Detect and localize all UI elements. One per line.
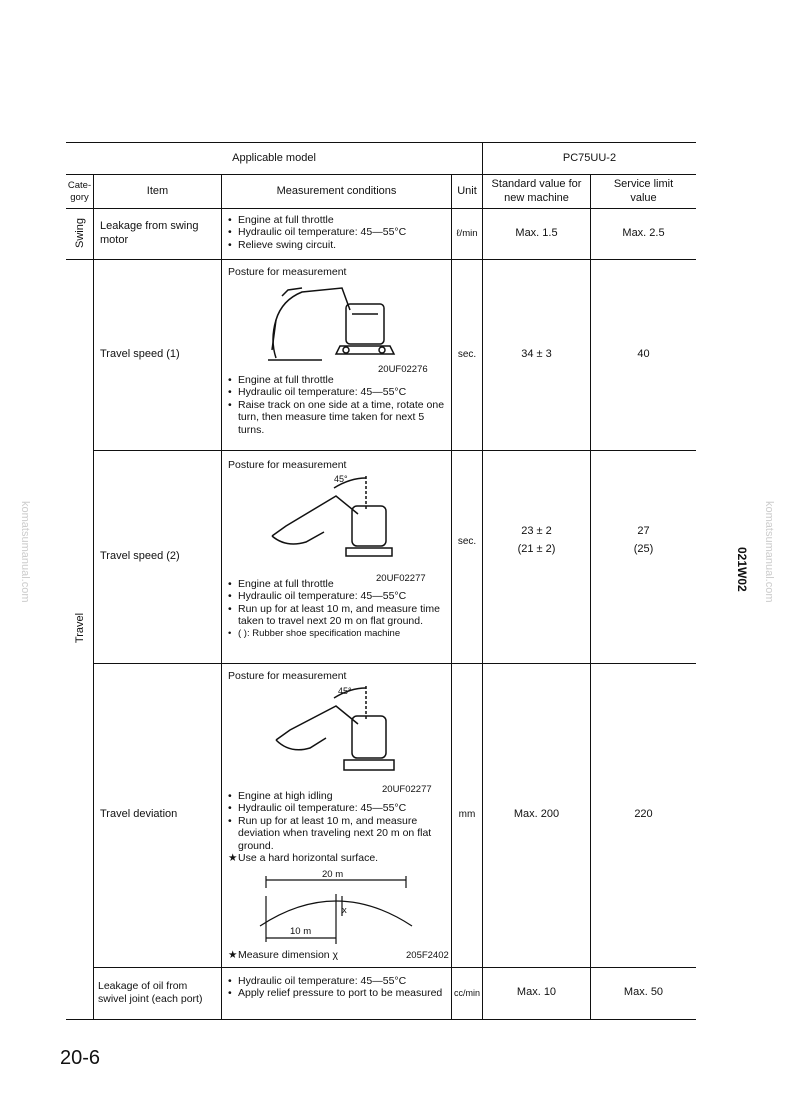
row3-cond-4: • ( ): Rubber shoe specification machine	[228, 628, 450, 639]
row1-service: Max. 2.5	[622, 226, 665, 239]
col-category-header: Cate- gory	[67, 180, 92, 203]
row5-cond-2: • Apply relief pressure to port to be measured	[228, 987, 450, 999]
excavator-rear-view-figure-2	[266, 680, 406, 780]
dim-10m: 10 m	[290, 926, 312, 937]
col-item-header: Item	[146, 184, 169, 197]
row4-conditions	[228, 790, 450, 864]
col-line-category	[93, 174, 94, 1019]
table-bottom-border	[66, 1019, 696, 1020]
watermark-right: komatsumanual.com	[763, 501, 775, 603]
row5-standard: Max. 10	[516, 986, 557, 999]
row1-conditions	[228, 214, 450, 251]
dim-20m: 20 m	[322, 869, 344, 880]
row3-standard-rubber: (21 ± 2)	[517, 543, 556, 556]
row4-cond-1: • Engine at high idling	[228, 790, 450, 802]
model-value: PC75UU-2	[562, 151, 617, 164]
row5-conditions	[228, 975, 450, 1000]
row2-cond-3: • Raise track on one side at a time, rotate one turn, then measure time taken for next 5 turns.	[228, 399, 450, 436]
row2-service: 40	[637, 347, 650, 360]
category-travel: Travel	[74, 612, 86, 644]
row2-cond-2: • Hydraulic oil temperature: 45—55°C	[228, 386, 450, 398]
row3-standard: 23 ± 2	[521, 525, 552, 538]
row4-cond-2: • Hydraulic oil temperature: 45—55°C	[228, 802, 450, 814]
row4-star-2: ★ Measure dimension χ	[228, 949, 408, 961]
col-line-item	[221, 174, 222, 1019]
row4-cond-3: • Run up for at least 10 m, and measure deviation when traveling next 20 m on flat ground.	[228, 815, 450, 852]
row4-item: Travel deviation	[100, 808, 178, 821]
row3-cond-1: • Engine at full throttle	[228, 578, 450, 590]
row3-service-rubber: (25)	[633, 543, 654, 556]
col-unit-header: Unit	[457, 184, 477, 197]
col-standard-header: Standard value for new machine	[491, 178, 582, 204]
side-code: 021W02	[735, 547, 749, 592]
category-swing: Swing	[74, 218, 86, 248]
row2-item: Travel speed (1)	[100, 347, 180, 360]
excavator-rear-view-figure-1	[266, 470, 406, 566]
row4-figcode2: 205F2402	[406, 950, 449, 961]
dim-x: x	[342, 905, 347, 916]
row1-cond-2: • Hydraulic oil temperature: 45—55°C	[228, 226, 450, 238]
row3-unit: sec.	[457, 536, 477, 547]
row3-cond-3: • Run up for at least 10 m, and measure time taken to travel next 20 m on flat ground.	[228, 603, 450, 628]
row4-posture-label: Posture for measurement	[228, 670, 347, 682]
row2-unit: sec.	[457, 348, 477, 360]
row3-posture-label: Posture for measurement	[228, 459, 347, 471]
page-number: 20-6	[60, 1047, 101, 1069]
row3-service: 27	[637, 525, 650, 538]
row1-item: Leakage from swing motor	[100, 220, 199, 246]
col-conditions-header: Measurement conditions	[276, 184, 397, 197]
row4-standard: Max. 200	[513, 808, 560, 821]
row4-angle: 45°	[338, 686, 352, 696]
row1-cond-1: • Engine at full throttle	[228, 214, 450, 226]
row2-figcode: 20UF02276	[378, 364, 428, 375]
row1-standard: Max. 1.5	[515, 226, 558, 239]
row5-item: Leakage of oil from swivel joint (each port)	[98, 980, 203, 1005]
excavator-side-view-figure	[262, 280, 402, 364]
row2-posture-label: Posture for measurement	[228, 266, 347, 278]
row2-cond-1: • Engine at full throttle	[228, 374, 450, 386]
row2-standard: 34 ± 3	[521, 347, 552, 360]
col-service-header: Service limit value	[613, 178, 674, 204]
row4-star-2-wrap	[228, 949, 408, 961]
row5-cond-1: • Hydraulic oil temperature: 45—55°C	[228, 975, 450, 987]
applicable-model-label: Applicable model	[232, 151, 316, 164]
row3-angle: 45°	[334, 474, 348, 484]
row2-conditions	[228, 374, 450, 436]
row1-unit: ℓ/min	[456, 227, 478, 239]
row3-figcode: 20UF02277	[376, 573, 426, 584]
row4-service: 220	[634, 808, 653, 821]
row1-cond-3: • Relieve swing circuit.	[228, 239, 450, 251]
row5-service: Max. 50	[623, 986, 664, 999]
row5-unit: cc/min	[453, 987, 480, 998]
watermark-left: komatsumanual.com	[19, 501, 31, 603]
row4-unit: mm	[458, 809, 476, 820]
row3-cond-2: • Hydraulic oil temperature: 45—55°C	[228, 590, 450, 602]
row3-conditions	[228, 578, 450, 639]
row4-figcode: 20UF02277	[382, 784, 432, 795]
row4-star-1: ★ Use a hard horizontal surface.	[228, 852, 450, 864]
row3-item: Travel speed (2)	[100, 549, 180, 562]
